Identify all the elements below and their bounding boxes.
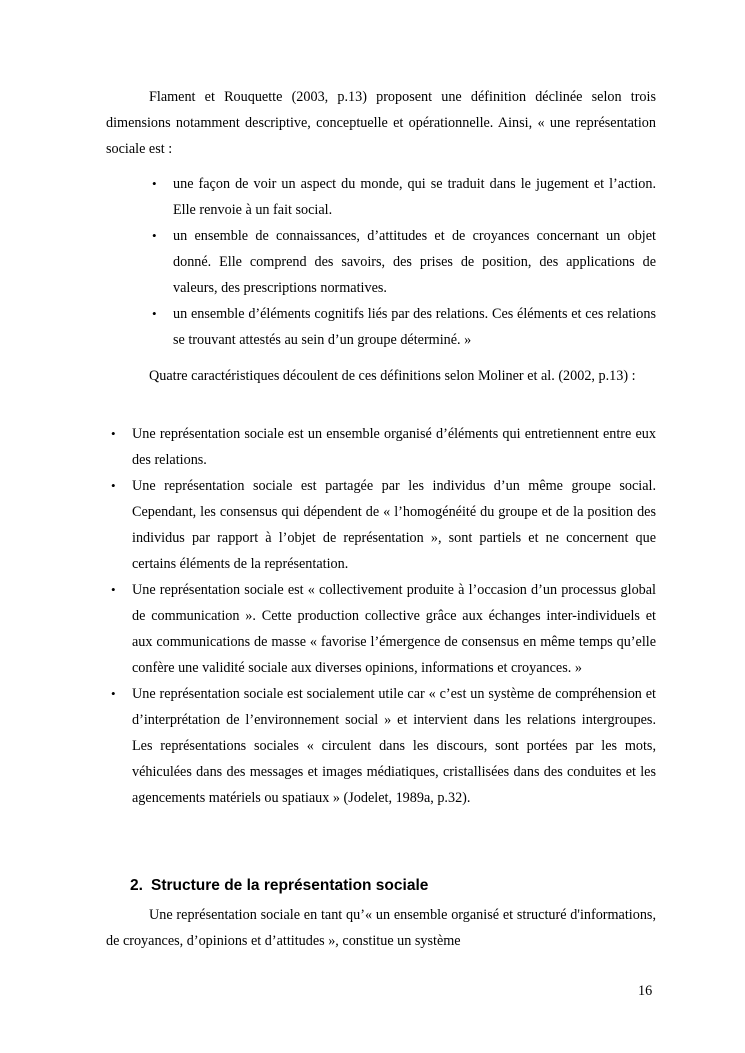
bullet-icon: •: [152, 228, 157, 243]
characteristics-intro-text: Quatre caractéristiques découlent de ces définitions selon Moliner et al. (2002, p.13) :: [149, 368, 636, 384]
bullet-icon: •: [152, 176, 157, 191]
bullet-icon: •: [111, 686, 116, 701]
list-item: • un ensemble de connaissances, d’attitudes et de croyances concernant un objet donné. Elle comprend des savoirs, des prises de position, des applications de valeurs, des prescriptions normatives.: [173, 223, 656, 301]
list-item: • Une représentation sociale est un ensemble organisé d’éléments qui entretiennent entre eux des relations.: [132, 421, 656, 473]
list-item: • Une représentation sociale est « collectivement produite à l’occasion d’un processus global de communication ». Cette production collective grâce aux échanges inter-individuels et aux communications de masse « favorise l’émergence de consensus en même temps qu’elle confère une validité sociale aux diverses opinions, informations et croyances. »: [132, 577, 656, 681]
section-title: Structure de la représentation sociale: [151, 877, 429, 894]
characteristics-intro-paragraph: [106, 363, 656, 389]
list-item: • Une représentation sociale est partagée par les individus d’un même groupe social. Cependant, les consensus qui dépendent de « l’homogénéité du groupe et de la position des individus par rapport à l’objet de représentation », sont partiels et ne concernent que certains éléments de la représentation.: [132, 473, 656, 577]
list-item: • une façon de voir un aspect du monde, qui se traduit dans le jugement et l’action. Elle renvoie à un fait social.: [173, 171, 656, 223]
bullet-icon: •: [111, 426, 116, 441]
section-paragraph: [106, 902, 656, 954]
intro-text: Flament et Rouquette (2003, p.13) proposent une définition déclinée selon trois dimensions notamment descriptive, conceptuelle et opérationnelle. Ainsi, « une représentation sociale est :: [106, 89, 656, 157]
list-item: • Une représentation sociale est socialement utile car « c’est un système de compréhension et d’interprétation de l’environnement social » et intervient dans les relations intergroupes. Les représentations sociales « circulent dans les discours, sont portées par les mots, véhiculées dans des messages et images médiatiques, cristallisées dans des conduites et les agencements matériels ou spatiaux » (Jodelet, 1989a, p.32).: [132, 681, 656, 811]
section-number: 2.: [130, 877, 143, 894]
list-item: • un ensemble d’éléments cognitifs liés par des relations. Ces éléments et ces relations se trouvant attestés au sein d’un groupe déterminé. »: [173, 301, 656, 353]
section-paragraph-text: Une représentation sociale en tant qu’« un ensemble organisé et structuré d'informations, de croyances, d’opinions et d’attitudes », constitue un système: [106, 907, 656, 949]
intro-paragraph: [106, 84, 656, 162]
definition-list: [152, 171, 656, 353]
bullet-icon: •: [152, 306, 157, 321]
bullet-icon: •: [111, 582, 116, 597]
characteristics-list: [111, 421, 656, 811]
page-number: 16: [638, 983, 653, 999]
bullet-icon: •: [111, 478, 116, 493]
section-heading: [130, 873, 428, 899]
